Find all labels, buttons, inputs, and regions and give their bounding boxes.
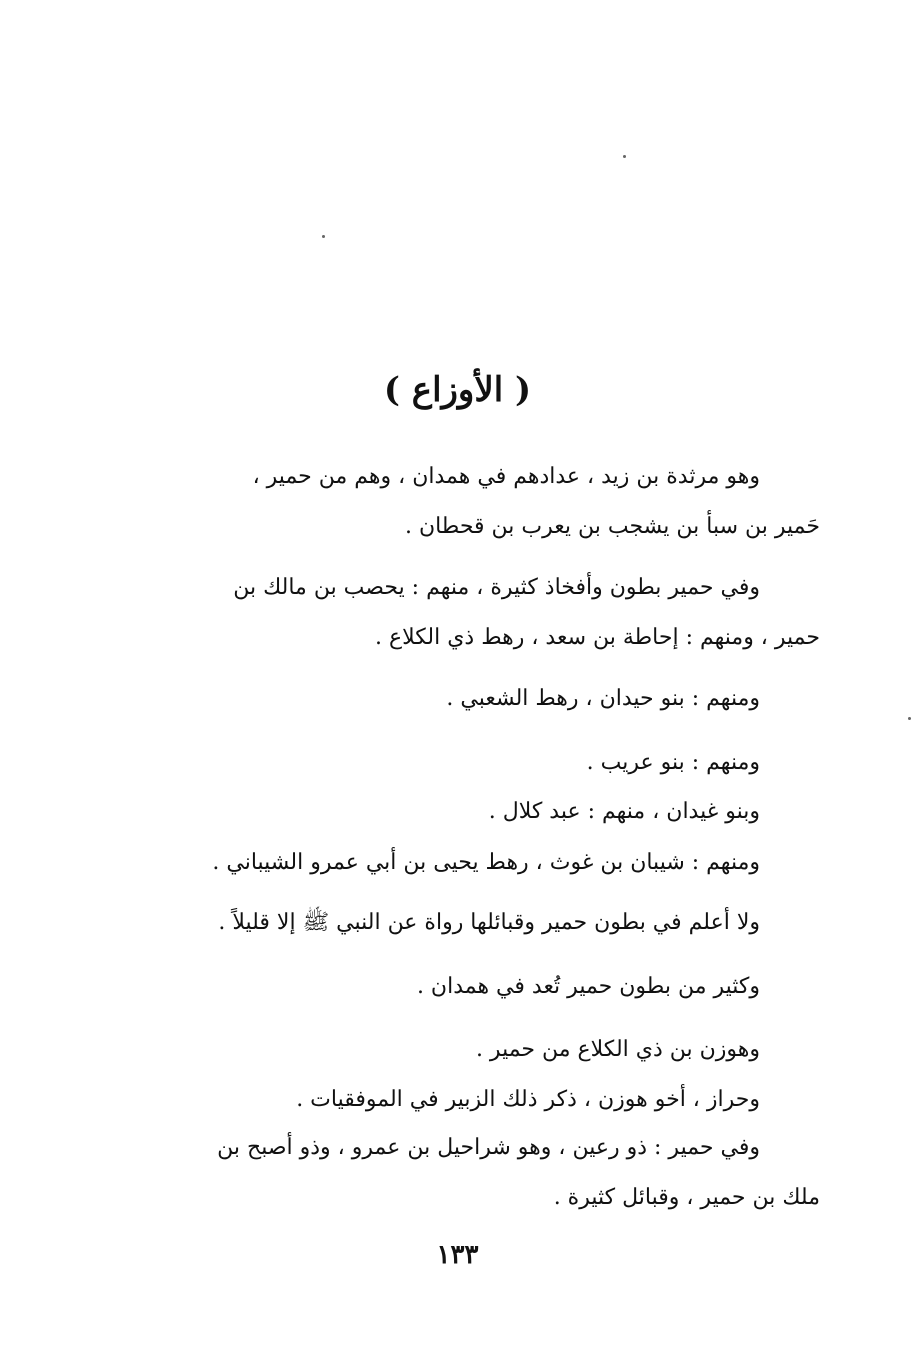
paragraph-line: ومنهم : بنو حيدان ، رهط الشعبي . <box>446 686 760 711</box>
scan-speck <box>322 235 325 238</box>
paragraph-line: وهوزن بن ذي الكلاع من حمير . <box>475 1037 760 1062</box>
paragraph-line: وبنو غيدان ، منهم : عبد كلال . <box>488 799 760 824</box>
paragraph-line: ولا أعلم في بطون حمير وقبائلها رواة عن النبي ﷺ إلا قليلاً . <box>218 910 760 935</box>
paragraph-9 <box>110 1025 820 1075</box>
paragraph-8 <box>110 962 820 1012</box>
paragraph-line: وحراز ، أخو هوزن ، ذكر ذلك الزبير في الموفقيات . <box>296 1087 760 1112</box>
paragraph-line: وهو مرثدة بن زيد ، عدادهم في همدان ، وهم من حمير ، <box>252 464 760 489</box>
paragraph-line: حَمير بن سبأ بن يشجب بن يعرب بن قحطان . <box>404 514 820 539</box>
paragraph-line: ومنهم : بنو عريب . <box>586 750 760 775</box>
paragraph-1 <box>110 452 820 552</box>
page-title: ( الأوزاع ) <box>383 370 532 410</box>
paragraph-5 <box>110 787 820 837</box>
paragraph-6 <box>110 838 820 888</box>
paragraph-line: وفي حمير : ذو رعين ، وهو شراحيل بن عمرو ، وذو أصبح بن <box>217 1135 760 1160</box>
page-number: ١٣٣ <box>436 1240 479 1270</box>
paragraph-4 <box>110 738 820 788</box>
paragraph-line: وكثير من بطون حمير تُعد في همدان . <box>416 974 760 999</box>
paragraph-3 <box>110 674 820 724</box>
paragraph-11 <box>110 1123 820 1223</box>
paragraph-line: ومنهم : شيبان بن غوث ، رهط يحيى بن أبي عمرو الشيباني . <box>212 850 760 875</box>
paragraph-7 <box>110 898 820 948</box>
scan-speck <box>908 717 911 720</box>
paragraph-line: ملك بن حمير ، وقبائل كثيرة . <box>553 1185 820 1210</box>
paragraph-line: وفي حمير بطون وأفخاذ كثيرة ، منهم : يحصب بن مالك بن <box>233 575 760 600</box>
scan-speck <box>623 155 626 158</box>
paragraph-line: حمير ، ومنهم : إحاطة بن سعد ، رهط ذي الكلاع . <box>375 625 820 650</box>
paragraph-2 <box>110 563 820 663</box>
paragraph-10 <box>110 1075 820 1125</box>
